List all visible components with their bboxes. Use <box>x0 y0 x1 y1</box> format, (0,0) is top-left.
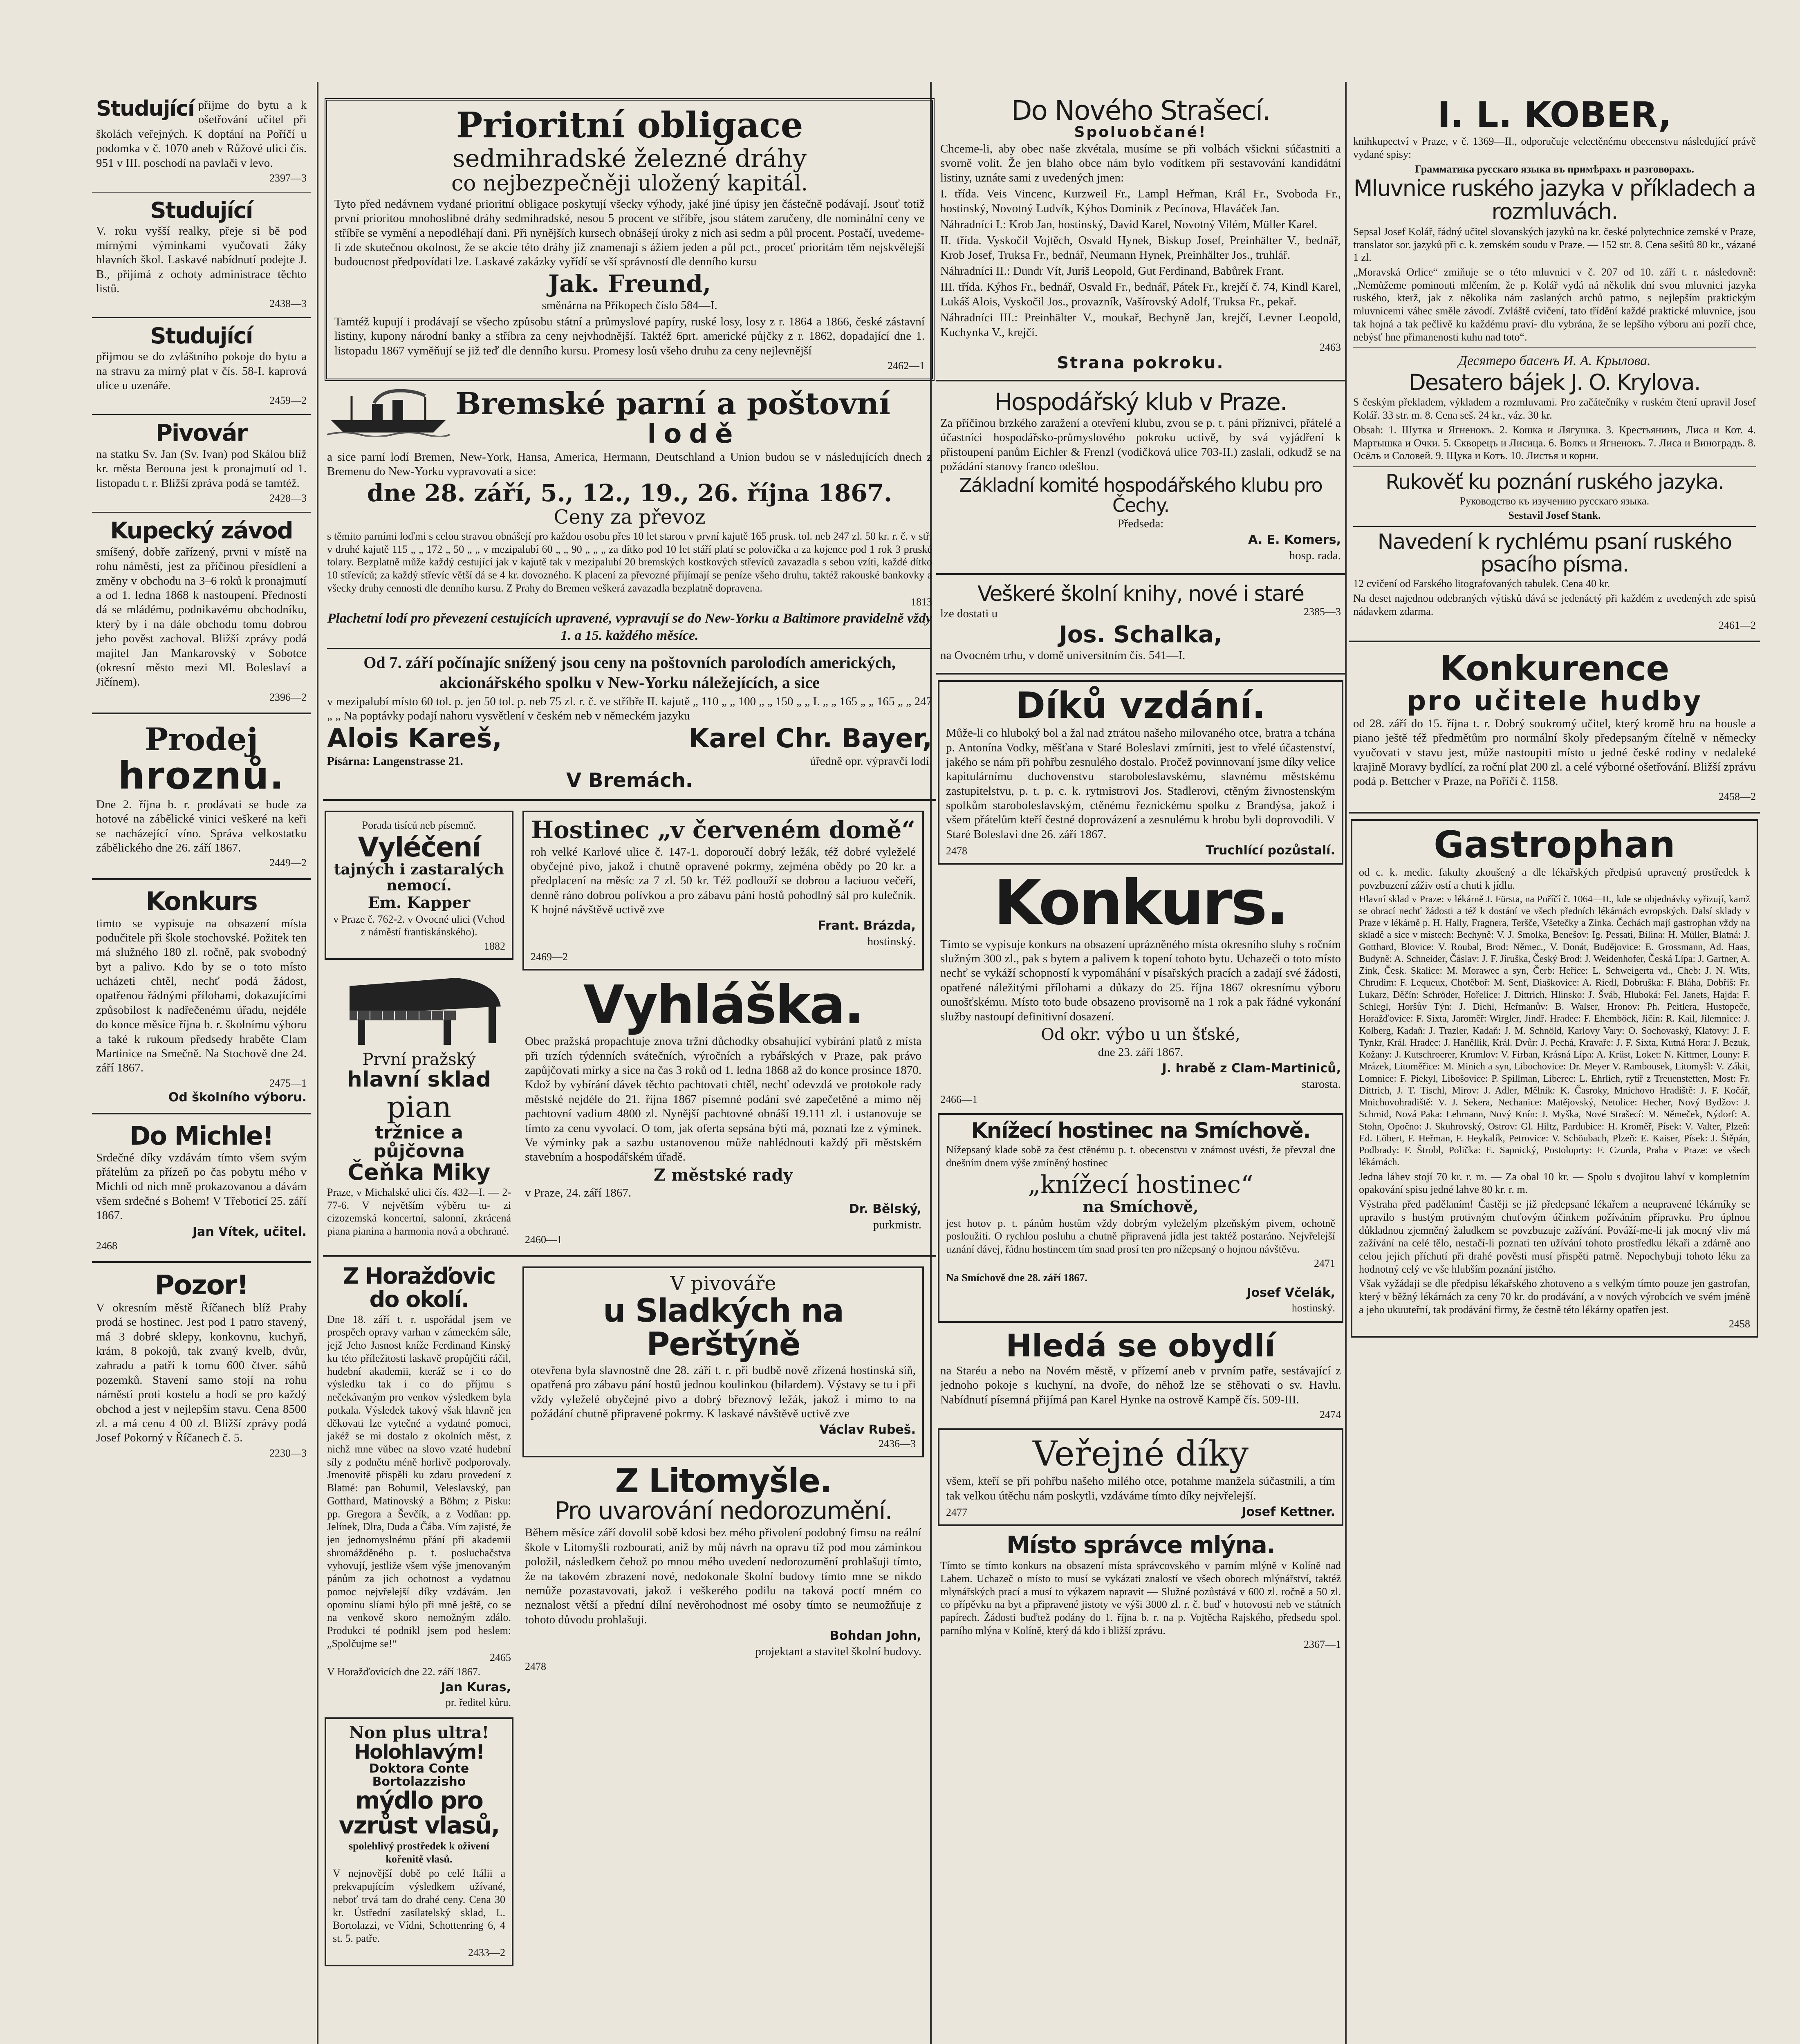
ad-list: III. třída. Kýhos Fr., bednář, Osvald Fr., bednář, Pátek Fr., krejčí č. 74, Kindl Karel, Lukáš Alois, Vyskočil Jos., provazník, Vašírovský Adolf, Truksa Fr., pekař. <box>940 280 1341 308</box>
ad-non-plus-ultra <box>325 1717 513 1966</box>
ad-title: mýdlo pro vzrůst vlasů, <box>338 1786 500 1840</box>
ad-place: V Horažďovicích dne 22. září 1867. <box>327 1666 481 1678</box>
ad-title-russian: Руководство къ изучению русскаго языка. <box>1459 495 1650 507</box>
ad-title: hlavní sklad <box>347 1067 491 1092</box>
ad-number: 2478 <box>525 1661 546 1673</box>
ad-z-litomysle <box>521 1461 926 1676</box>
column-3 <box>936 94 1345 2044</box>
ad-text: 12 cvičení od Farského litografovaných tabulek. Cena 40 kr. <box>1353 578 1610 590</box>
ad-heading: Konkurs <box>146 886 257 917</box>
ad-signature: Josef Včelák, <box>1246 1286 1335 1300</box>
ad-prodej-hroznu <box>92 720 311 873</box>
ad-text: Praze, v Michalské ulici čís. 432—I. — 2-77-6. V největším výběru tu- zi cizozemská koncertní, salonní, zkrácená piana pianina a harmonia nová a obchrané. <box>327 1186 511 1237</box>
ad-title: Vyhláška. <box>583 973 863 1036</box>
ad-number: 2466—1 <box>940 1093 977 1105</box>
ad-signature: Frant. Brázda, <box>818 919 916 933</box>
ad-text: Obsah: 1. Шутка и Ягненокъ. 2. Кошка и Лягушка. 3. Крестьянинъ, Лиса и Кот. 4. Мартышка и Очки. 5. Скворецъ и Лисица. 6. Волкъ и Ягненокъ. 7. Лиса и Виноградъ. 8. Осёлъ и Соловей. 9. Щука и Котъ. 10. Листья и корни. <box>1353 424 1756 462</box>
agent-name: Karel Chr. Bayer, <box>688 723 932 754</box>
ad-signature: Dr. Bělský, <box>849 1202 921 1216</box>
ad-heading: Prodej <box>145 721 258 758</box>
ad-signature: Od školního výboru. <box>168 1090 307 1105</box>
ad-signature: J. hrabě z Clam-Martiniců, <box>1162 1061 1341 1076</box>
ad-firm-address: na Ovocném trhu, v domě universitním čís. 541—I. <box>940 649 1186 662</box>
ad-title: Hledá se obydlí <box>1006 1327 1275 1364</box>
ad-place: Na Smíchově dne 28. září 1867. <box>946 1271 1087 1284</box>
ad-horazdovice <box>323 1262 515 1713</box>
ad-text: V. roku vyšší realky, přeje si bě pod mírnými výminkami vyučovati žáky hlavních škol. Laskavé nabídnutí podejte J. B., přijímá z ochoty administrace těchto listů. <box>96 224 307 296</box>
ad-text: „Moravská Orlice“ zmiňuje se o této mluvnici v č. 207 od 10. září t. r. následovně: „Nemůžeme pominouti mlčením, že p. Kolář vydá ná několik dní svou mluvnici jazyka ruského, kterž, jak z několika nám zaslaných archů patrno, s nejlepším praktickým mluvnicemi váhec směle závodí. Zvláště cvičení, tato třídění každé praktické mluvnice, jsou tak hojná a tak pečlivě ku každému praví- dlu vybrána, že se lepšího výboru ani pozří chce, nebýsť hne přimanenosti kuhu nad toto“. <box>1353 266 1756 343</box>
ad-title: Díků vzdání. <box>1015 684 1266 726</box>
ad-gastrophan <box>1351 819 1758 1338</box>
ad-misto-spravce-mlyna <box>936 1530 1345 1654</box>
ad-text: od c. k. medic. fakulty zkoušený a dle lékařských předpisů upravený prostředek k povzbuzení záživ ostí a chuti k jídlu. <box>1359 866 1750 891</box>
ad-number: 2475—1 <box>269 1077 307 1089</box>
ad-list: Náhradníci I.: Krob Jan, hostinský, David Karel, Novotný Vilém, Müller Karel. <box>940 217 1318 231</box>
ad-signature-role: hostinský. <box>867 935 916 948</box>
ad-text: v Praze č. 762-2. v Ovocné ulici (Vchod z náměstí frantiskánského). <box>333 913 505 938</box>
ad-text: smíšený, dobře zařízený, prvni v místě na rohu náměstí, jest za příčinou přesídlení a změny v obchodu na 3–6 roků k pronajmutí a od 1. ledna 1868 k nastoupení. Předností dá se mládému, podnikavému obchodníku, který by i na dále obchodu tomu dobrou jeho pověst zachoval. Bližší zprávy podá majitel Jan Mankarovský v Sobotce (okresní město mezi Ml. Boleslaví a Jičínem). <box>96 545 307 689</box>
ad-title: Místo správce mlýna. <box>1006 1531 1275 1559</box>
ad-signature: Strana pokroku. <box>1057 353 1224 372</box>
ad-heading: Studující <box>96 96 194 121</box>
ad-firm: Jos. Schalka, <box>1058 621 1223 648</box>
ad-title: Do Nového Strašecí. <box>1011 95 1270 126</box>
ad-subtitle: co nejbezpečněji uložený kapitál. <box>451 171 808 196</box>
ad-title: Gastrophan <box>1434 823 1675 866</box>
ad-title: Z Litomyšle. <box>615 1462 832 1500</box>
ad-title: Doktora Conte Bortolazzisho <box>369 1762 469 1789</box>
ad-number: 2458—2 <box>1719 790 1756 802</box>
ad-number: 2477 <box>946 1506 967 1519</box>
ad-text: Tyto před nedávnem vydané prioritní obligace poskytují všecky výhody, jaké jiné úpisy jen částečně podávají. Jsouť totiž první prioritou mnohoslibné dráhy sedmihradské, nesou 5 procent ve stříbře, jsou státem zaručeny, dle nominální ceny ve stříbře se vymění a nepodléhají dani. Při nynějších kursech obnášejí úroky z nich asi sedm a půl procent. Postačí, uvedeme-li zde skutečnou okolnost, že se akcie této dráhy již znamenají s ážiem jeden a půl pct., proceť prioritám těm nejskvělejší budoucnost předpovídati lze. Laskavé zakázky vyřídí se vší správností dle denního kursu <box>334 197 925 269</box>
ad-text: přijmou se do zvláštního pokoje do bytu a na stravu za mírný plat v čís. 58-I. kaprová ulice u uzenáře. <box>96 350 307 392</box>
ad-knizeci-hostinec <box>938 1113 1343 1323</box>
ad-title: Vyléčení <box>358 831 480 863</box>
ad-text: V nejnovější době po celé Itálii a prekvapujícím výsledkem užívané, neboť trvá tam do drahé ceny. Cena 30 kr. Ústřední zasílatelský sklad, L. Bortolazzi, ve Vídni, Schottenring 6, 4 st. 5. patře. <box>333 1867 505 1945</box>
ad-text: V okresním městě Říčanech blíž Prahy prodá se hostinec. Jest pod 1 patro stavený, má 3 dobré sklepy, konkovnu, kuchyň, krám, 8 pokojů, tak zvaný kvelb, dvůr, zahradu a patří k tomu 600 čtver. sáhů pozemků. Stavení samo stojí na rohu náměstí proti kostelu a hodí se pro každý obchod a jest v nejlepším stavu. Cena 8500 zl. a má cenu 4 00 zl. Bližší zprávy podá Josef Pokorný v Říčanech č. 5. <box>96 1301 307 1445</box>
ad-signature-role: starosta. <box>1302 1078 1341 1091</box>
ad-heading: Studující <box>150 323 253 349</box>
ad-number: 2438—3 <box>269 298 307 310</box>
ad-list: Náhradníci II.: Dundr Vít, Juriš Leopold, Gut Ferdinand, Babůrek Frant. <box>940 264 1284 278</box>
ad-number: 2396—2 <box>269 691 307 703</box>
agent-name: Alois Kareš, <box>327 723 502 754</box>
ad-title: Mluvnice ruského jazyka v příkladech a rozmluvách. <box>1353 175 1756 225</box>
ad-text: od 28. září do 15. října t. r. Dobrý soukromý učitel, který kromě hru na housle a piano ještě též předmětům pro normální školy předepsaným čítelně v německy vyučovati v stavu jest, může nastoupiti místo u jedné české rodiny v nedaleké krajině Moravy bydlící, za roční plat 200 zl. a celé výborné ošetřování. Bližší zprávu podá p. Bettcher v Praze, na Poříčí č. 1158. <box>1353 717 1756 788</box>
ad-title-russian: Десятеро басенъ И. А. Крылова. <box>1458 353 1651 369</box>
ad-signature: Josef Kettner. <box>1242 1505 1335 1520</box>
ad-konkurence-hudby <box>1349 648 1760 806</box>
ad-title: Knížecí hostinec na Smíchově. <box>971 1118 1310 1143</box>
ad-number: 2471 <box>1314 1257 1335 1269</box>
ad-subtitle: Základní komité hospodářského klubu pro Čechy. <box>959 474 1322 516</box>
ad-number: 2461—2 <box>1719 619 1756 632</box>
ad-title: Holohlavým! <box>354 1740 484 1764</box>
ad-signature-role: pr. ředitel kůru. <box>445 1697 511 1709</box>
ad-verejne-diky <box>938 1428 1343 1526</box>
ad-text: Tímto se vypisuje konkurs na obsazení uprázněného místa okresního sluhy s ročním služným 300 zl., pak s bytem a palivem k topení tohoto bytu. Uchazeči o toto místo nechť se vykáží schopností k vypomáhání v písařských pracích a zadají své žádosti, opatřené náležitými přílohami a důkazy do 25. října 1867 okresnímu výboru ounošťskému. Místo toto bude obsazeno provisorně na 1 rok a pak řádné vykonání služby nastoupí definitivní dosazení. <box>940 937 1341 1023</box>
ad-firm: na Smíchově, <box>1083 1197 1199 1216</box>
ad-text: na Staréu a nebo na Novém městě, v přízemí aneb v prvním patře, sestávající z jednoho pokoje s kuchyní, na dvoře, do něhož lze se stěhovati o sv. Havlu. Nabídnutí písemná přijímá pan Karel Hynke na ostrově Kampě čís. 509-III. <box>940 1364 1341 1406</box>
ad-text: Jedna láhev stojí 70 kr. r. m. — Za obal 10 kr. — Spolu s dvojitou lahví v kompletním opakování spisu jedné lahve 80 kr. r. m. <box>1359 1170 1750 1196</box>
ad-title-russian: Грамматика русскаго языка въ примѣрахъ и разговорахъ. <box>1414 163 1695 175</box>
ad-number: 2397—3 <box>269 172 307 184</box>
ad-text: Za příčinou brzkého zaražení a otevření klubu, zvou se p. t. páni příznivci, přátelé a účastníci hospodářsko-průmyslového pokroku uctivě, by svá vyjádření k přistoupení panům Eichler & Frenzl (vodičková ulice 703-II.) zaslali, odkudž se na požádání stanovy franco odešlou. <box>940 416 1341 473</box>
ad-title: Non plus ultra! <box>349 1723 489 1742</box>
ad-text: všem, kteří se při pohřbu našeho milého otce, potahme manžela súčastnili, a tím tak velkou útěchu nám poskytli, vzdáváme tímto díky nejvřelejší. <box>946 1475 1335 1502</box>
ad-text: Dne 2. října b. r. prodávati se bude za hotové na zábělické vinici veškeré na keři se nacházející víno. Správa velkostatku zábělického dne 26. září 1867. <box>96 798 307 855</box>
ad-heading: Kupecký závod <box>110 518 293 545</box>
ad-number: 2449—2 <box>269 857 307 869</box>
ad-title: lodě <box>647 419 740 448</box>
column-rule <box>1345 82 1347 2044</box>
ad-heading: Pivovár <box>155 420 247 447</box>
ad-text: jest hotov p. t. pánům hostům vždy dobrým vyleželým plzeňským pivem, ochotně posloužiti. O rychlou posluhu a chutně připravená jídla jest taktéž postaráno. Nejvřelejší uznání dávej, řádnu hostincem tím snad prosí ten pro nížepsaný o hojnou návštěvu. <box>946 1217 1335 1255</box>
ad-diku-vzdani <box>938 680 1343 865</box>
ad-text: Plachetní lodí pro převezení cestujících upravené, vypravují se do New-Yorku a Baltimore pravidelně vždy 1. a 15. každého měsíce. <box>327 611 932 643</box>
column-1 <box>92 94 311 2044</box>
ad-signature: Bohdan John, <box>829 1629 921 1643</box>
ad-signature-role: hosp. rada. <box>1289 549 1341 563</box>
ad-text: S českým překladem, výkladem a rozmluvami. Pro začátečníky v ruském čtení upravil Josef Kolář. 33 str. m. 8. Cena seš. 24 kr., váz. 30 kr. <box>1353 396 1756 421</box>
ad-number: 2465 <box>490 1652 511 1664</box>
ad-firm: „knížecí hostinec“ <box>1028 1170 1253 1199</box>
ad-prioritni-obligace <box>325 98 935 381</box>
ad-heading: Do Michle! <box>129 1121 273 1151</box>
ad-heading: hroznů. <box>118 754 285 798</box>
agent-city: V Bremách. <box>566 769 693 792</box>
ad-number: 2230—3 <box>269 1447 307 1459</box>
ad-text: na statku Sv. Jan (Sv. Ivan) pod Skálou blíž kr. města Berouna jest k pronajmutí od 1. listopadu t. r. Bližší zpráva podá se tamtéž. <box>96 448 307 490</box>
ad-text: Tímto se tímto konkurs na obsazení místa správcovského v parním mlýně v Kolíně nad Labem. Uchazeč o místo to musí se vykázati znalostí ve všech oborech mlýnářství, taktéž mlynářských prací a musí to výkazem napravit — Služné pozůstává v 600 zl. ročně a 50 zl. co přípěvku na byt a připravené jistoty ve výši 3000 zl. r. č. buď v hotovosti neb ve státních papírech. Žádosti buďtež podány do 1. října b. r. na p. Vojtěcha Rajského, předsedu spol. parního mlýna v Kolíně, který dá kdo i bližší zprávu. <box>940 1560 1341 1636</box>
ad-number: 1813 <box>911 596 932 608</box>
ad-text: a sice parní lodí Bremen, New-York, Hansa, America, Hermann, Deutschland a Union budou se v následujících dnech z Bremenu do New-Yorku vypravovati a sice: <box>327 450 932 478</box>
ad-title: pian <box>386 1089 452 1124</box>
ad-signature: Jan Vítek, učitel. <box>193 1224 307 1239</box>
ad-subtitle: Pro uvarování nedorozumění. <box>554 1497 892 1526</box>
ad-number: 2428—3 <box>269 492 307 504</box>
ad-text: knihkupectví v Praze, v č. 1369—II., odporučuje velectěnému obecenstvu následující právě vydané spisy: <box>1353 135 1756 161</box>
ad-signature: Z městské rady <box>654 1165 793 1185</box>
ad-number: 2436—3 <box>879 1438 916 1450</box>
column-4 <box>1349 94 1760 2044</box>
ad-subtitle: spolehlivý prostředek k oživení kořenitě vlasů. <box>348 1840 490 1865</box>
column-2 <box>323 94 936 2044</box>
ad-text: Výstraha před padělaním! Častěji se již předepsané lékařem a neupravené lékárníky se upravilo s hustým protivným chuťovým účinkem požíváním přípravku. Pro úplnou důkladnou zjemněný žaludkem se povzbuzuje zažívání. Pováží-me-li jak mocný vliv má zažívání na celé tělo, nestačí-li poznati ten užívání tohoto prostředku lékaři a zdárně ano celou jejich příchutí při drahé pověsti musí přispěti patrně. Nepochybuji tohoto léku za hodnotný celý ve vše hlubším poznání jistého. <box>1359 1198 1750 1275</box>
ad-bremske-lode <box>323 385 936 793</box>
ad-title: Veřejné díky <box>1032 1434 1249 1474</box>
ad-list: II. třída. Vyskočil Vojtěch, Osvald Hynek, Biskup Josef, Preinhälter V., bednář, Krob Josef, Truksa Fr., bednář, Neumann Hynek, Preinhälter Jos., truhlář. <box>940 234 1341 262</box>
ad-subtitle: Spoluobčané! <box>1074 124 1207 141</box>
ad-title: Konkurs. <box>993 867 1288 939</box>
ad-number: 2468 <box>96 1239 117 1252</box>
ad-signature: Václav Rubeš. <box>819 1423 916 1437</box>
ad-vyhlaska <box>521 975 926 1250</box>
ad-text: Obec pražská propachtuje znova tržní důchodky obsahující vybírání platů z místa při trzích týdenních svátečních, výročních a rybářských v Praze, pak právo zapůjčovati mírky a sice na čas 3 roků od 1. ledna 1868 až do konce prosince 1870. Kdož by vybírání dávek těchto pachtovati chtěl, nechť odevzdá ve protokole rady městské nejdéle do 21. října 1867 písemné podání své zapečetěné a mimo něj pachtovní vadium 4800 zl. Nynější pachtovné obnáší 19.111 zl. i ustanovuje se tímto za cenu vyvolací. O tom, jak oferta sepsána býti má, poznati lze z výminek. Ve výminky pak a sazbu ustanovenou může nahlédnouti každý při městském stavebním a hospodářském úřadě. <box>525 1035 921 1164</box>
ad-text: Tamtéž kupují i prodávají se všecho způsobu státní a průmyslové papíry, ruské losy, losy z r. 1864 a 1866, české zástavní listiny, kupony národní banky a stříbra za ceny nejvhodnější. Taktéž 6prt. americké půjčky z r. 1862, dopadající dne 1. listopadu 1867 vyměňují se již teď dle denního kursu. Promesy losů všeho druhu za ceny nejlevnější <box>334 315 925 357</box>
ad-text: timto se vypisuje na obsazení místa podučitele při škole stochovské. Požitek ten má služného 180 zl. ročně, pak svobodný byt a palivo. Kdo by se o toto místo ucházeti chtěl, nechť podá žádost, opatřenou řádnými přílohami, dokazujícími způsobilost k nadřečenému úřadu, nejdéle do konce měsíce října b. r. školnímu výboru a také k rukoum předsedy hraběte Clam Martinice na Smečně. Na Stochově dne 24. září 1867. <box>96 917 307 1075</box>
ad-number: 2474 <box>1320 1409 1341 1421</box>
ad-list: Náhradníci III.: Preinhälter V., moukař, Bechyně Jan, krejčí, Levner Leopold, Kuchynka V., krejčí. <box>940 311 1341 339</box>
ad-cerveny-dum <box>522 811 924 970</box>
ad-skolni-knihy <box>936 580 1345 667</box>
ad-studujici-3 <box>92 322 311 410</box>
ad-title: Porada tisíců neb písemně. <box>362 819 476 831</box>
ad-konkurs-okres <box>936 869 1345 1109</box>
agent-address: Písárna: Langenstrasse 21. <box>327 754 463 768</box>
ad-number: 2469—2 <box>531 950 568 963</box>
ad-text: Sepsal Josef Kolář, řádný učitel slovanských jazyků na kr. české polytechnice zemské v Praze, translator sor. jazyků při c. k. zemském soudu v Praze. — 152 str. 8. Cena sešitů 80 kr., vázané 1 zl. <box>1353 225 1756 264</box>
ad-text: roh velké Karlové ulice č. 147-1. doporoučí dobrý ležák, též dobré vyleželé obyčejné pivo, jakož i chutně opravené pokrmy, zejména obědy po 20 kr. a předplacení na měsíc za 7 zl. 50 kr. Též podlouží se dobrou a laciuou večeří, denně ráno dobrou polívkou a pro zábavu pání hostů pohodlný sál pro kulečník. K hojné návštěvě uctivě zve <box>531 845 916 916</box>
ad-pozor <box>92 1269 311 1463</box>
ad-text: Během měsíce září dovolil sobě kdosi bez mého přivolení podobný fimsu na reální škole v Litomyšli rozbourati, aniž by můj návrh na opravu tíž pod mou záminkou položil, následkem čehož po mnou mého uvedení nedorozumění prohlašuji tímto, že na takovém zbrazení nové, nedokonale školní budovy tímto mne se nikdo nemůže pozastavovati, jakož i veškerého podilu na taková poctí mném co neznalost větší a přední dílní nevěrohodnost mé osoby tímto se neumožňuje z tohoto důvodu prohlašuji. <box>525 1526 921 1626</box>
ad-text: Na deset najednou odebraných výtisků dává se jedenáctý při každém z uvedených zde spisů nádavkem zdarma. <box>1353 592 1756 617</box>
ad-list: I. třída. Veis Vincenc, Kurzweil Fr., Lampl Heřman, Král Fr., Svoboda Fr., hostinský, Novotný Ludvík, Kýhos Dominik z Pecínova, Hlaváček Jan. <box>940 187 1341 215</box>
ad-number: 2367—1 <box>1304 1638 1341 1651</box>
ad-title: První pražský <box>362 1050 476 1069</box>
ad-text: Může-li co hluboký bol a žal nad ztrátou našeho milovaného otce, bratra a tchána p. Antonína Vodky, měšťana v Staré Boleslavi zmírniti, jest to vřelé účastenství, jakého se nám při pohřbu zesnulého dostalo. Pročež povinnovaní jsme díky velice kapitulárnímu duchovenstvu staroboleslavskému, slavnému městskému zastupitelstvu, p. t. p. c. k. rytmistrovi Jos. Stadlerovi, ctěným živnostenským spolkům staroboleslavským, ctěnému řeznickému spolku z Brandýsa, jakož i všem přátelům kteří čestné doprovázení a zesnulému k hrobu byli doprovodili. V Staré Boleslavi dne 26. září 1867. <box>946 726 1335 841</box>
ad-number: 2385—3 <box>1304 606 1341 618</box>
ad-firm: Em. Kapper <box>368 893 471 912</box>
ad-text: Však vyžádaji se dle předpisu lékařského zhotoveno a s velkým tímto pouze jen gastrofan, který v běžný lékárnách za ceny 70 kr. do prodávání, a v nových výrobcích ve svém jméně a jeho ukuuteřní, tak prodávání firmy, že čestně této lékárny opatřen jest. <box>1359 1278 1750 1316</box>
ad-signature: Od okr. výbo u un šťské, <box>1041 1025 1240 1044</box>
ad-signature: Jan Kuras, <box>441 1680 511 1695</box>
agent-address: úředně opr. výpravčí lodí. <box>810 754 932 768</box>
column-rule <box>317 82 318 2044</box>
ad-title: Navedení k rychlému psaní ruského psacího písma. <box>1377 529 1732 577</box>
ad-kupecky-zavod <box>92 517 311 707</box>
ad-kober <box>1349 94 1760 635</box>
ad-subtitle: sedmihradské železné dráhy <box>452 144 807 173</box>
ad-signature-role: Předseda: <box>1117 517 1164 530</box>
ad-title: Prioritní obligace <box>456 105 803 146</box>
ad-subtitle: Sestavil Josef Stank. <box>1508 509 1601 522</box>
ad-title: Rukověť ku poznání ruského jazyka. <box>1385 470 1724 494</box>
ad-title: Konkurence <box>1439 648 1670 689</box>
ad-title: I. L. KOBER, <box>1437 94 1672 135</box>
ad-title: Hostinec „v červeném domě“ <box>531 816 915 844</box>
ad-firm-address: směnárna na Příkopech číslo 584—I. <box>542 299 717 312</box>
ad-text: Dne 18. září t. r. uspořádal jsem ve prospěch opravy varhan v zámeckém sále, jejž Jeho Jasnost kníže Ferdinand Kinský ku této příležitosti laskavě propůjčiti ráčil, hudební akademii, kteráž se i co do výsledku tak i co do příjmu s nečekávaným pro venkov výsledkem byla potkala. Výsledek takový však hlavně jen děkovati lze vytečné a vydatné pomoci, jakéž se mi dostalo z okolních měst, z nichž mne vůbec na slovo vzaté hudební síly z podnětu méně horlivě podporovaly. Jmenovitě přispěli ku zdaru provedení z Blatné: pan Bohumil, Veleslavský, pan Gotthard, Matinovský a Böhm; z Pisku: pp. Gregora a Ševčík, a z Vodňan: pp. Jelínek, Dlra, Duda a Čába. Vím zajisté, že jen jednomyslnému přání při akademii shromážděného p. t. posluchačstva vyhovují, jestliže všem výše jmenovaným pánům za jich ochotnost a vydatnou pomoc nejvřelejší díky vzdávám. Jen opominu slíami býlo při mně ještě, co se na venkově skoro nemožným zdálo. Produkci té podnikl jsem pod heslem: „Spolčujme se!“ <box>327 1313 511 1650</box>
ad-piano <box>323 964 515 1242</box>
ad-konkurs-stochov <box>92 885 311 1107</box>
ad-signature-role: purkmistr. <box>873 1218 921 1231</box>
ad-hospodarsky-klub <box>936 387 1345 567</box>
ad-text: v mezipalubí místo 60 tol. p. jen 50 tol. p. neb 75 zl. r. č. ve stříbře II. kajutě „ 110 „ „ 100 „ „ 150 „ „ I. „ „ 165 „ „ 165 „ „ 247 „ „ Na poptávky podají nahoru vysvětlení v českém neb v německém jazyku <box>327 695 932 723</box>
ad-number: 2462—1 <box>888 359 925 372</box>
ad-number: 2459—2 <box>269 394 307 407</box>
ad-text: s těmito parními loďmi s celou stravou obnášejí pro každou osobu přes 10 let starou v první kajutě 165 prusk. tol. neb 247 zl. 50 kr. r. č. v stř. v druhé kajutě 115 „ „ 172 „ 50 „ „ v mezipalubí 60 „ „ 90 „ „ „ za dítko pod 10 let stáří platí se polovička a za kojence pod 1 rok 3 pruské tolary. Bezplatně může každý cestující jak v kajutě tak v mezipalubí 20 bremských kostkových střevíců zavazadla s sebou vzíti, každé dítko 10 střevíců; za každý střevíc větší dá se 4 kr. dovozného. K placení za převozné přijímají se peníze všeho druhu, taktéž rakouské bankovky a všecky druhy cennosti dle denního kursu. Z Prahy do Bremen veškerá zavazadla bezplatně dopravena. <box>327 530 932 594</box>
ad-place: v Praze, 24. září 1867. <box>525 1186 632 1199</box>
ad-number: 2433—2 <box>468 1946 505 1959</box>
ad-text: Hlavní sklad v Praze: v lékárně J. Fürsta, na Poříčí č. 1064—II., kde se objednávky vyřizují, kamž se obrací nechť žádosti a též k dostání ve všech předních lékárnách evropských. Dalsí sklady v Praze v lékárně p. H. Hally, Fragnera, Teršče, Všetečky a Zinka. Čechách mají gastrophan vždy na skladě a sice v místech: Bechyně: V. J. Smolka, Benešov: Ig. Pessati, Bílina: H. Müller, Blatná: J. Gotthard, Blovice: V. Roubal, Brod: Němec., V. Donát, Budějovice: E. Grossmann, Ad. Haas, Budyně: A. Schneider, Čáslav: J. F. Jíruška, Český Brod: J. Weidenhofer, Česká Lípa: J. Gartner, A. Zink, Česk. Skalice: M. Morawec a syn, Čerb: Heřice: L. Schweigerta vd., Cheb: J. N. Wits, Chrudim: F. Lequeux, Chotěboř: M. Senf, Diaškovice: A. Riedl, Dobruška: F. Bláha, Dobříš: Fr. Lukarz, Děčín: Schröder, Hořelice: J. Dittrich, Hlinsko: J. Šváb, Hluboká: Fel. Janets, Hajda: F. Schlegl, Horšův Týn: J. Diehl, Heřmanův: B. Walser, Hronov: Ph. Peitlera, Hustopeče, Horažďovice: F. Sixta, Jaroměř: Wirgler, Jindř. Hradec: F. Ehemböck, Jičín: R. Kail, Jilemnice: J. Kolberg, Kadaň: J. Trazler, Kadaň: J. M. Schnöld, Karlovy Vary: O. Sochovaský, Klatovy: J. F. Tynkr, Král. Hradec: J. Haněllik, Král. Dvůr: J. Pechá, Kravaře: J. F. Sixta, Kutná Hora: J. Bezuk, Kožany: J. Kutschroerer, Krumlov: V. Firban, Krásná Lípa: A. Krüst, Loket: N. Kittmer, Louny: F. Mrázek, Litoměřice: M. Minich a syn, Libochovice: Dr. Meyer V. Rambousek, Litomyšl: V. Zákit, Lomnice: F. Piekyl, Libošovice: P. Spillman, Liberec: L. Ehrlich, rytíř z Treuenstetten, Most: Fr. Dittrich, J. T. Tischl, Mirov: J. Adler, Mělník: K. Časroky, Mnichovo Hradiště: J. F. Kočář, Mnichovohradiště: V. J. Sekera, Nechanice: Matějovský, Netolice: Hecher, Nový Bydžov: J. Schmid, Nová Paka: Lehmann, Nový Knín: J. Myška, Nové Strašecí: M. Němeček, Nýdorf: A. Stohn, Opočno: J. Skuhrovský, Ostrov: Gl. Hiltz, Pardubice: H. Kroměř, Písek: V. Valter, Plzeň: Ed. Löbert, F. Heřman, F. Heykalík, Petrovice: V. Schöubach, Plzeň: E. Kaiser, Písek: J. Štěpán, Podbrady: F. Štrobl, Polička: E. Sapnický, Postoloprty: F. Czurda, Praha v Praze: ve všech lékárnách. <box>1359 894 1750 1168</box>
ad-pivovar <box>92 419 311 508</box>
ad-text: přijme do bytu a k ošetřování učitel při školách veřejných. K doptání na Poříčí u podomka v č. 1070 aneb v Růžové ulici čís. 951 v III. poschodí na pavlači v levo. <box>96 99 307 170</box>
ad-subtitle: Ceny za převoz <box>554 506 706 529</box>
ad-text: Chceme-li, aby obec naše zkvétala, musíme se při volbách všickni súčastniti a svorně volit. Že jen blaho obce nám bylo vodítkem při sestavování kandidátní listiny, uznáte sami z uvedených jmen: <box>940 142 1341 184</box>
ad-title: Z Horažďovic do okolí. <box>343 1263 495 1313</box>
ad-text: otevřena byla slavnostně dne 28. září t. r. při budbě nově zřízená hostinská síň, opatřená pro zábavu pání hostů jednou koulinkou (bilardem). Výstavy se tu i při vždy vyleželé obyčejné pivo a dobrý březnový ležák, jakož i mimo to na požádání chutně připravené pokrmy. K laskavé návštěvě uctivě zve <box>531 1363 916 1421</box>
ad-do-michle <box>92 1120 311 1255</box>
ad-nove-straseci <box>936 94 1345 374</box>
ad-place: dne 23. září 1867. <box>1098 1045 1184 1059</box>
ad-hleda-se-obydli <box>936 1327 1345 1424</box>
ad-signature: A. E. Komers, <box>1248 533 1341 547</box>
ad-studujici-1 <box>92 94 311 188</box>
ad-text: Nížepsaný klade sobě za čest ctěnému p. t. obecenstvu v známost uvésti, že převzal dne dnešním dnem výše zmíněný hostinec <box>946 1144 1335 1169</box>
ad-title: tržnice a půjčovna <box>373 1122 465 1162</box>
ad-title: V pivováře <box>670 1272 776 1295</box>
ad-number: 1882 <box>484 940 505 953</box>
ad-title: Desatero bájek J. O. Krylova. <box>1409 369 1700 395</box>
ad-vyleceni <box>325 811 513 960</box>
ad-dates: dne 28. září, 5., 12., 19., 26. října 1867. <box>367 479 892 507</box>
ad-number: 2463 <box>1320 341 1341 353</box>
ad-studujici-2 <box>92 197 311 314</box>
ad-title: Bremské parní a poštovní <box>455 387 890 421</box>
ad-text: Srdečné díky vzdávám tímto všem svým přátelům za přízeň po čas pobytu mého v Michli od nich mně prokazovanou a dávám všem srdečné s Bohem! V Třeboticí 25. září 1867. <box>96 1151 307 1222</box>
ad-signature-role: projektant a stavitel školní budovy. <box>755 1645 921 1659</box>
ad-signature: Truchlící pozůstalí. <box>1206 843 1335 858</box>
ad-heading: Pozor! <box>155 1269 248 1301</box>
ad-title: Hospodářský klub v Praze. <box>994 388 1287 416</box>
ad-text: Od 7. září počínajíc snížený jsou ceny na poštovních parolodích amerických, akcionářského spolku v New-Yorku náležejících, a sice <box>363 653 896 692</box>
ad-signature-role: hostinský. <box>1291 1302 1335 1314</box>
ad-title: u Sladkých na Perštýně <box>603 1293 843 1363</box>
ad-title: pro učitele hudby <box>1406 685 1702 717</box>
steamship-icon <box>327 388 450 437</box>
piano-icon <box>333 970 505 1047</box>
ad-title: Veškeré školní knihy, nové i staré <box>977 581 1304 606</box>
ad-text: lze dostati u <box>940 607 998 621</box>
ad-number: 2460—1 <box>525 1234 562 1246</box>
ad-subtitle: tajných i zastaralých nemocí. <box>334 861 504 894</box>
ad-number: 2478 <box>946 845 967 857</box>
ad-number: 2458 <box>1729 1318 1750 1330</box>
ad-heading: Studující <box>150 197 253 223</box>
ad-firm: Čeňka Miky <box>347 1159 491 1186</box>
ad-pivovar-perstyn <box>522 1266 924 1457</box>
ad-firm: Jak. Freund, <box>548 269 711 298</box>
